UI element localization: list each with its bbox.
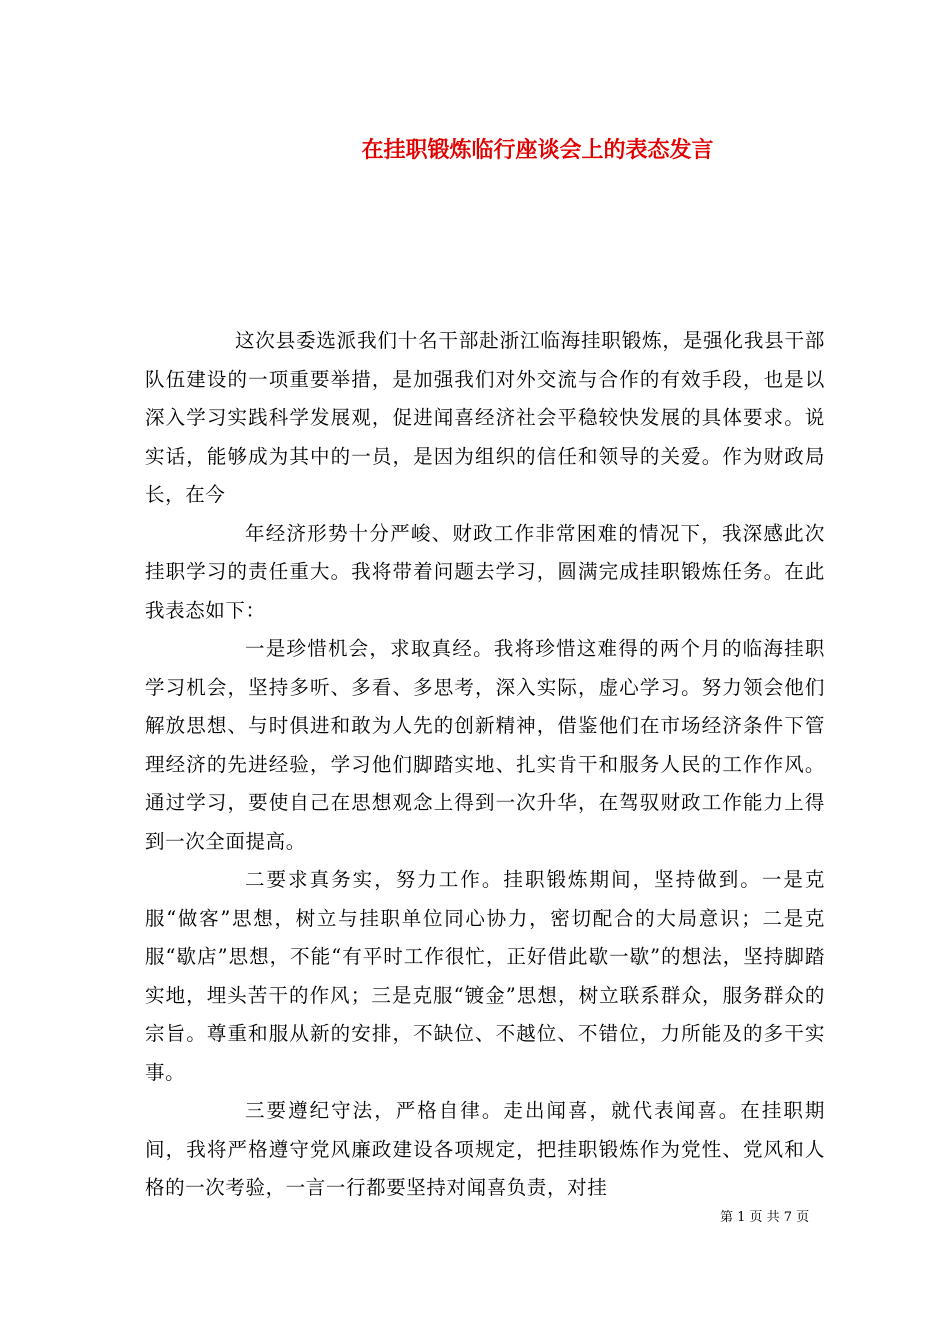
- document-title: 在挂职锻炼临行座谈会上的表态发言: [361, 137, 714, 163]
- paragraph-intro: 这次县委选派我们十名干部赴浙江临海挂职锻炼，是强化我县干部队伍建设的一项重要举措，是加强我们对外交流与合作的有效手段，也是以深入学习实践科学发展观，促进闻喜经济社会平稳较快发展的具体要求。说实话，能够成为其中的一员，是因为组织的信任和领导的关爱。作为财政局长，在今: [145, 329, 825, 506]
- page-number: 第 1 页 共 7 页: [720, 1210, 810, 1225]
- paragraph-continuation: 年经济形势十分严峻、财政工作非常困难的情况下，我深感此次挂职学习的责任重大。我将带着问题去学习，圆满完成挂职锻炼任务。在此我表态如下：: [145, 521, 825, 622]
- paragraph-point-two: 二要求真务实，努力工作。挂职锻炼期间，坚持做到。一是克服“做客”思想，树立与挂职单位同心协力，密切配合的大局意识；二是克服“歇店”思想，不能“有平时工作很忙，正好借此歇一歇”的想法，坚持脚踏实地，埋头苦干的作风；三是克服“镀金”思想，树立联系群众，服务群众的宗旨。尊重和服从新的安排，不缺位、不越位、不错位，力所能及的多干实事。: [145, 868, 825, 1084]
- paragraph-point-three: 三要遵纪守法，严格自律。走出闻喜，就代表闻喜。在挂职期间，我将严格遵守党风廉政建设各项规定，把挂职锻炼作为党性、党风和人格的一次考验，一言一行都要坚持对闻喜负责，对挂: [145, 1099, 825, 1199]
- document-body: [145, 322, 825, 1208]
- paragraph-point-one: 一是珍惜机会，求取真经。我将珍惜这难得的两个月的临海挂职学习机会，坚持多听、多看、多思考，深入实际，虚心学习。努力领会他们解放思想、与时俱进和敢为人先的创新精神，借鉴他们在市场经济条件下管理经济的先进经验，学习他们脚踏实地、扎实肯干和服务人民的工作作风。通过学习，要使自己在思想观念上得到一次升华，在驾驭财政工作能力上得到一次全面提高。: [145, 637, 825, 853]
